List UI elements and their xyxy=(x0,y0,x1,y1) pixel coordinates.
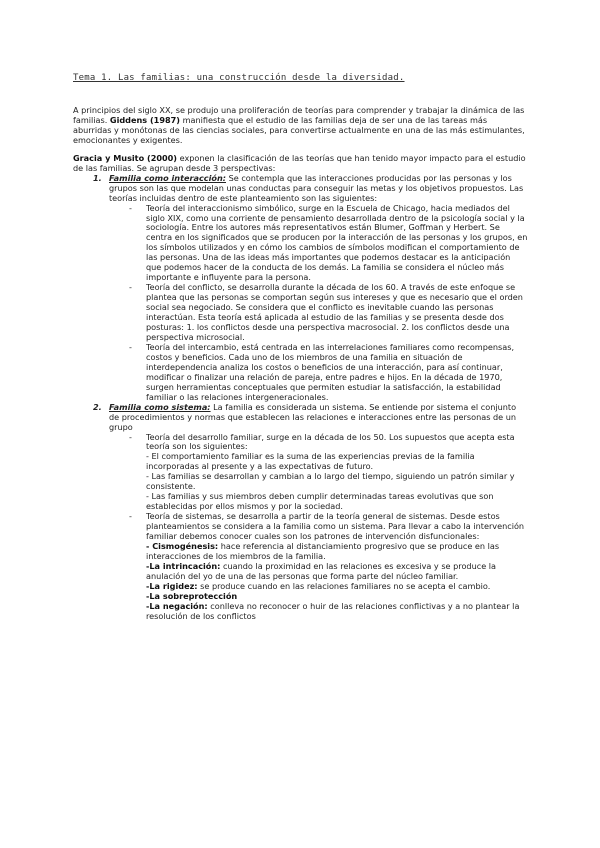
dash-marker: - xyxy=(129,202,132,213)
classification-paragraph xyxy=(73,154,528,174)
theory-text: Teoría del conflicto, se desarrolla durante la década de los 60. A través de este enfoque se plantea que las personas se comportan según sus intereses y que es necesario que el orden social sea negociado. Se considera que el conflicto es inevitable cuando las personas interactúan. Esta teoría está aplicada al estudio de las familias y se presenta desde dos posturas: 1. los conflictos desde una perspectiva macrosocial. 2. los conflictos desde una perspectiva microsocial. xyxy=(146,282,523,342)
pattern-definition: hace referencia al distanciamiento progresivo que se produce en las interacciones de los miembros de la familia. xyxy=(146,540,500,561)
assumption-line: - Las familias y sus miembros deben cumplir determinadas tareas evolutivas que son establecidas por ellos mismos y por la sociedad. xyxy=(146,491,494,512)
pattern-line xyxy=(146,542,528,562)
perspective-text: Se contempla que las interacciones producidas por las personas y los grupos son las que modelan unas conductas para conseguir las metas y los objetivos propuestos. Las teorías incluidas dentro de este planteamiento son las siguientes: xyxy=(109,172,524,203)
document-body xyxy=(73,106,528,622)
perspective-text: La familia es considerada un sistema. Se entiende por sistema el conjunto de procedimientos y normas que establecen las relaciones e interacciones entre las personas de un grupo xyxy=(109,401,517,432)
assumption-line: - El comportamiento familiar es la suma de las experiencias previas de la familia incorporadas al presente y a las expectativas de futuro. xyxy=(146,451,475,472)
pattern-term: - Cismogénesis: xyxy=(146,540,219,551)
theory-list xyxy=(109,204,528,403)
theory-text: Teoría del interaccionismo simbólico, surge en la Escuela de Chicago, hacia mediados del siglo XIX, como una corriente de pensamiento desarrollada dentro de la psicología social y la sociología. Entre los autores más representativos están Blumer, Goffman y Herbert. Se centra en los significados que se producen por la interacción de las personas y los grupos, en los símbolos utilizados y en cómo los cambios de símbolos modifican el comportamiento de las personas. Una de las ideas más importantes que podemos destacar es la anticipación que podemos hacer de la conducta de los demás. La familia se considera el núcleo más importante e influyente para la persona. xyxy=(146,202,528,283)
theory-text: Teoría del intercambio, está centrada en las interrelaciones familiares como recompensas, costos y beneficios. Cada uno de los miembros de una familia en situación de interdependencia analiza los costos o beneficios de una interacción, para así continuar, modificar o finalizar una relación de pareja, entre padres e hijos. En la década de 1970, surgen herramientas conceptuales que permiten estudiar la satisfacción, la estabilidad familiar o las relaciones intergeneracionales. xyxy=(146,341,515,402)
intro-paragraph xyxy=(73,106,528,146)
pattern-definition: se produce cuando en las relaciones familiares no se acepta el cambio. xyxy=(197,580,491,591)
dash-marker: - xyxy=(129,282,132,293)
intro-text-start: A principios del siglo XX, se produjo una proliferación de teorías para comprender y trabajar la dinámica de las familias. xyxy=(73,105,525,125)
perspective-item xyxy=(73,174,528,403)
dash-marker: - xyxy=(129,511,132,522)
theory-item xyxy=(109,433,528,513)
intro-text-end: manifiesta que el estudio de las familias deja de ser una de las tareas más aburridas y monótonas de las ciencias sociales, para convertirse actualmente en una de las más estimulantes, emocionantes y exigentes. xyxy=(73,114,525,145)
pattern-definition: cuando la proximidad en las relaciones es excesiva y se produce la anulación del yo de una de las personas que forma parte del núcleo familiar. xyxy=(146,560,497,581)
pattern-line xyxy=(146,602,528,622)
theory-text: Teoría del desarrollo familiar, surge en la década de los 50. Los supuestos que acepta esta teoría son los siguientes: xyxy=(146,431,515,452)
theory-item xyxy=(109,204,528,284)
perspective-number: 1. xyxy=(93,172,102,183)
perspectives-list xyxy=(73,174,528,622)
perspective-heading: Familia como interacción: xyxy=(109,172,226,183)
pattern-term: -La intrincación: xyxy=(146,560,221,571)
pattern-term: -La rigidez: xyxy=(146,580,198,591)
pattern-term: -La sobreprotección xyxy=(146,590,238,601)
document-title: Tema 1. Las familias: una construcción desde la diversidad. xyxy=(73,73,405,83)
theory-item xyxy=(109,343,528,403)
dash-marker: - xyxy=(129,341,132,352)
classification-authors: Gracia y Musito (2000) xyxy=(73,152,178,163)
dash-marker: - xyxy=(129,431,132,442)
perspective-heading: Familia como sistema: xyxy=(109,401,211,412)
theory-text: Teoría de sistemas, se desarrolla a partir de la teoría general de sistemas. Desde estos planteamientos se considera a la familia como un sistema. Para llevar a cabo la intervención familiar debemos conocer cuales son los patrones de intervención disfuncionales: xyxy=(146,511,525,542)
intro-author: Giddens (1987) xyxy=(109,114,180,125)
perspective-item xyxy=(73,403,528,622)
pattern-line xyxy=(146,562,528,582)
theory-list xyxy=(109,433,528,622)
classification-text: exponen la clasificación de las teorías que han tenido mayor impacto para el estudio de las familias. Se agrupan desde 3 perspectivas: xyxy=(73,152,526,173)
perspective-number: 2. xyxy=(93,401,102,412)
pattern-term: -La negación: xyxy=(146,600,208,611)
theory-item xyxy=(109,512,528,621)
pattern-definition: conlleva no reconocer o huir de las relaciones conflictivas y a no plantear la resolución de los conflictos xyxy=(146,600,520,621)
theory-item xyxy=(109,283,528,343)
assumption-line: - Las familias se desarrollan y cambian a lo largo del tiempo, siguiendo un patrón similar y consistente. xyxy=(146,471,515,492)
